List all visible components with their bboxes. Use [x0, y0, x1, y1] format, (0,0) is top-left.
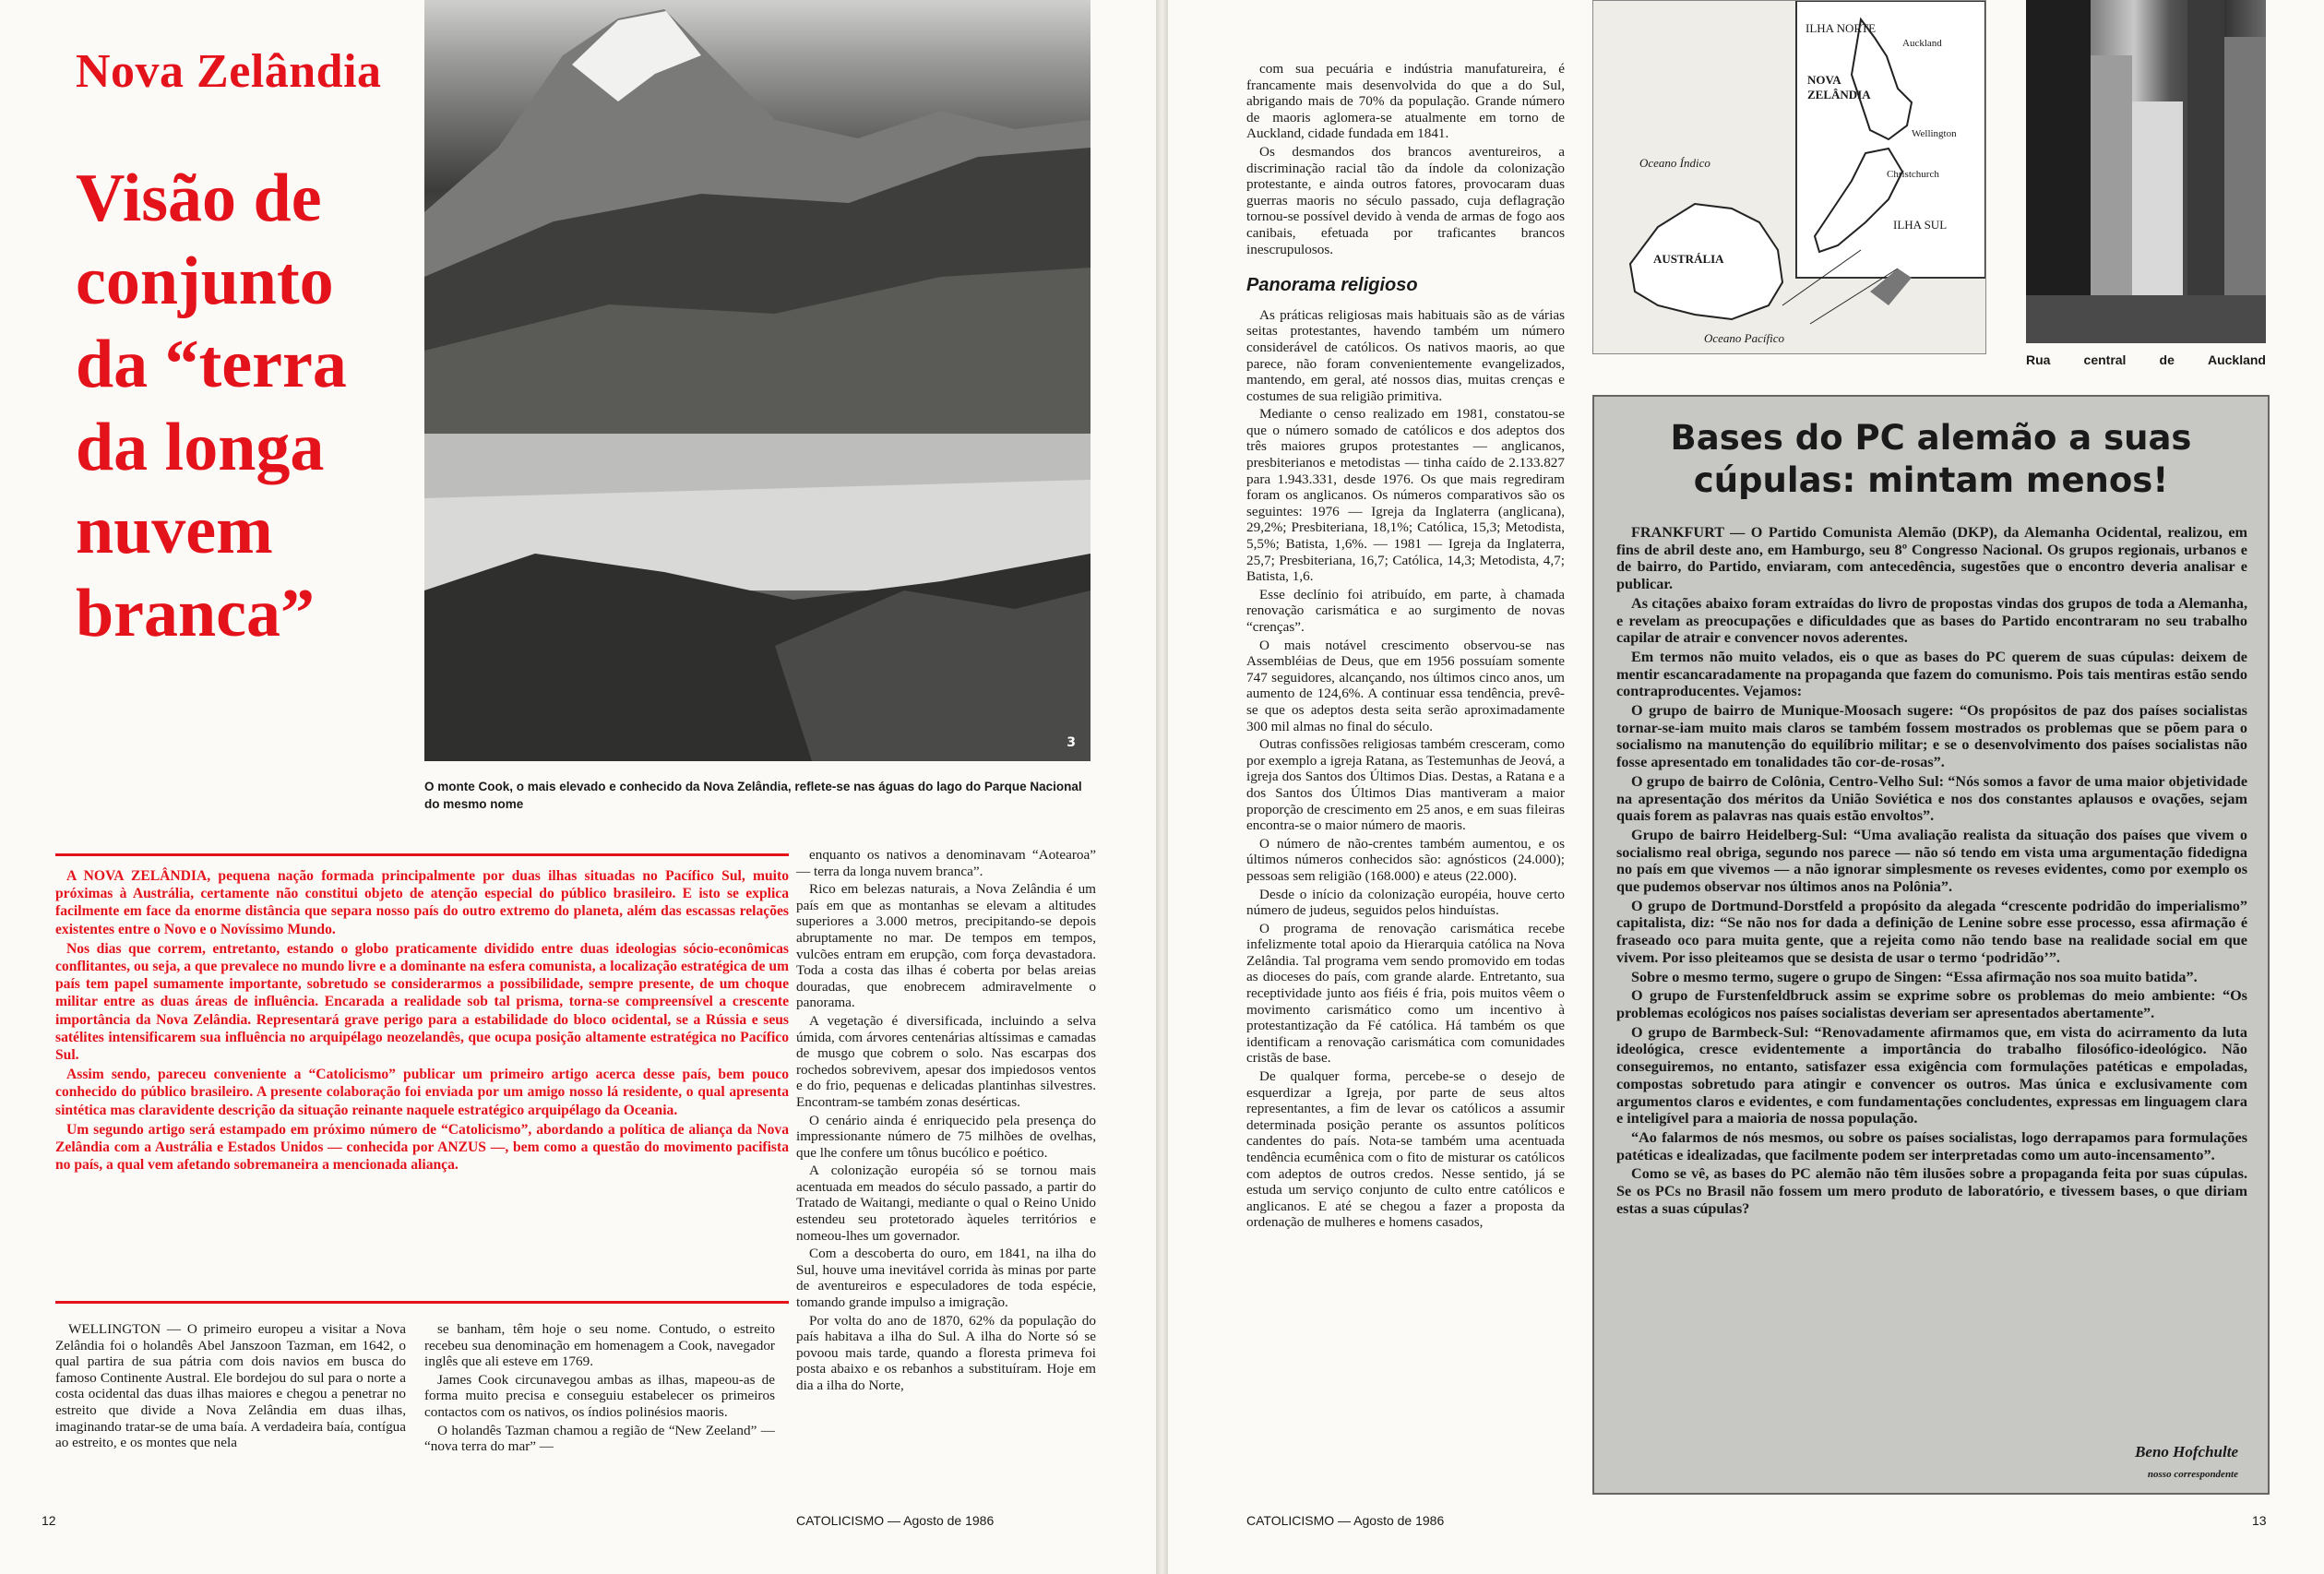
box-paragraph: O grupo de Dortmund-Dorstfeld a propósito da alegada “crescente podridão do imperialismo” capitalista, diz: “Se não nos for dada a definição de Lenine sobre esse processo, essa afirmação é fraseado oco para muita gente, que a rejeita como não tendo base na realidade social em que vivem. Por isso pleiteamos que se desista de usar o termo ‘podridão’”. — [1616, 897, 2247, 966]
body-paragraph: O holandês Tazman chamou a região de “New Zeeland” — “nova terra do mar” — — [424, 1422, 775, 1455]
body-paragraph: James Cook circunavegou ambas as ilhas, mapeou-as de forma muito precisa e conseguiu estabelecer os primeiros contactos com os nativos, os índios polinésios maoris. — [424, 1371, 775, 1420]
body-paragraph: Outras confissões religiosas também cresceram, como por exemplo a igreja Ratana, as Testemunhas de Jeová, a igreja dos Santos dos Últimos Dias. Destas, a Ratana e a dos Santos dos Últimos Dias mantiveram a maior proporção de crescimento em 25 anos, e em suas fileiras encontra-se o maior número de maoris. — [1246, 736, 1565, 834]
intro-rule-top — [55, 853, 789, 856]
city-photo-caption — [2026, 352, 2266, 367]
page-footer: CATOLICISMO — Agosto de 1986 — [1246, 1513, 1445, 1528]
box-paragraph: Sobre o mesmo termo, sugere o grupo de Singen: “Essa afirmação nos soa muito batida”. — [1631, 968, 2198, 985]
intro-paragraph: Um segundo artigo será estampado em próximo número de “Catolicismo”, abordando a política de aliança da Nova Zelândia com a Austrália e Estados Unidos — conhecida por ANZUS —, bem como a questão do movimento pacifista no país, a qual vem afetando sobremaneira a mencionada aliança. — [55, 1121, 789, 1174]
box-paragraph: FRANKFURT — O Partido Comunista Alemão (DKP), da Alemanha Ocidental, realizou, em fins de abril deste ano, em Hamburgo, seu 8º Congresso Nacional. Os grupos regionais, urbanos e de bairro, do Partido, enviaram, com antecedência, sugestões que o encontro deveria analisar e publicar. — [1616, 524, 2247, 593]
box-paragraph: Em termos não muito velados, eis o que as bases do PC querem de suas cúpulas: deixem de mentir escancaradamente na propaganda que fazem do comunismo. Pois tais mentiras estão sendo contraproducentes. Vejamos: — [1616, 648, 2247, 700]
intro-rule-bottom — [55, 1301, 789, 1304]
body-column-1 — [1246, 61, 1565, 1233]
photo-caption: O monte Cook, o mais elevado e conhecido da Nova Zelândia, reflete-se nas águas do lago do Parque Nacional do mesmo nome — [424, 780, 1082, 811]
photo-number: 3 — [1067, 735, 1076, 750]
body-paragraph: De qualquer forma, percebe-se o desejo de esquerdizar a Igreja, por parte de seus altos representantes, a fim de levar os católicos a assumir determinada posição perante os assuntos políticos candentes do país. Nota-se também uma acentuada tendência ecumênica com o fito de misturar os católicos com adeptos de outros credos. Nesse sentido, já se estuda um serviço conjunto de culto entre católicos e anglicanos. E até se chegou a fazer a proposta da ordenação de mulheres e homens casados, — [1246, 1068, 1565, 1231]
mount-cook-photo — [424, 0, 1090, 761]
body-paragraph: enquanto os nativos a denominavam “Aotearoa” — terra da longa nuvem branca”. — [796, 847, 1096, 879]
body-paragraph: se banham, têm hoje o seu nome. Contudo, o estreito recebeu sua denominação em homenagem a Cook, navegador inglês que ali esteve em 1769. — [424, 1321, 775, 1370]
box-paragraph: As citações abaixo foram extraídas do livro de propostas vindas dos grupos de toda a Alemanha, e revelam as preocupações e dificuldades que as bases do Partido encontraram no seu trabalho capilar de atrair e convencer novos aderentes. — [1616, 594, 2247, 647]
body-column-3 — [796, 847, 1096, 1396]
body-paragraph: A vegetação é diversificada, incluindo a selva úmida, com árvores centenárias altíssimas e camadas de musgo que cobrem o solo. Nas escarpas dos rochedos sobrevivem, apesar dos impiedosos ventos e do frio, pequenas e delicadas plantinhas silvestres. Encontram-se também zonas desérticas. — [796, 1012, 1096, 1110]
box-signature: Beno Hofchulte — [2135, 1443, 2238, 1461]
map-label-south: ILHA SUL — [1893, 218, 1948, 232]
box-paragraph: O grupo de bairro de Colônia, Centro-Velho Sul: “Nós somos a favor de uma maior objetividade na apresentação dos méritos da União Soviética e nos dos constantes aplausos e ovações, sejam quais forem as palavras nas quais estão envoltos”. — [1616, 772, 2247, 825]
body-paragraph: O cenário ainda é enriquecido pela presença do impressionante número de 75 milhões de ovelhas, que lhe confere um tônus bucólico e poético. — [796, 1112, 1096, 1161]
page-footer: CATOLICISMO — Agosto de 1986 — [796, 1513, 995, 1528]
caption-word: Auckland — [2207, 352, 2266, 367]
map-label-christchurch: Christchurch — [1887, 169, 1939, 180]
new-zealand-map — [1592, 0, 1986, 354]
body-paragraph: Esse declínio foi atribuído, em parte, à chamada renovação carismática e ao surgimento de novas “crenças”. — [1246, 586, 1565, 635]
right-page — [1168, 0, 2324, 1574]
section-subhead: Panorama religioso — [1246, 275, 1418, 296]
body-paragraph: A colonização européia só se tornou mais acentuada em meados do século passado, a partir do Tratado de Waitangi, mediante o qual o Reino Unido estendeu seu protetorado àqueles territórios e nomeou-lhes um governador. — [796, 1163, 1096, 1244]
body-paragraph: O mais notável crescimento observou-se nas Assembléias de Deus, que em 1956 possuíam somente 747 seguidores, alcançando, nos últimos cinco anos, um aumento de 124,6%. A continuar essa tendência, prevê-se que os adeptos desta seita serão aproximadamente 300 mil almas no final do século. — [1246, 637, 1565, 734]
auckland-street-photo — [2026, 0, 2266, 343]
body-column-1 — [55, 1321, 406, 1453]
body-column-2 — [424, 1321, 775, 1457]
caption-word: central — [2083, 352, 2127, 367]
body-paragraph: O número de não-crentes também aumentou, e os últimos números conhecidos são: agnósticos (24.000); pessoas sem religião (168.000) e ateus (22.000). — [1246, 835, 1565, 884]
intro-paragraph: Assim sendo, pareceu conveniente a “Catolicismo” publicar um primeiro artigo acerca desse país, bem pouco conhecido do público brasileiro. A presente colaboração foi enviada por um amigo nosso lá residente, o qual apresenta sintética mas claravidente descrição da situação reinante naquele estratégico arquipélago da Oceania. — [55, 1067, 789, 1118]
map-label-wellington: Wellington — [1912, 128, 1957, 139]
box-signature-role: nosso correspondente — [2147, 1469, 2238, 1480]
caption-word: de — [2159, 352, 2175, 367]
caption-word: Rua — [2026, 352, 2051, 367]
page-number: 12 — [42, 1513, 56, 1528]
map-label-auckland: Auckland — [1902, 38, 1942, 49]
body-paragraph: Desde o início da colonização européia, houve certo número de judeus, seguidos pelos hinduístas. — [1246, 886, 1565, 919]
body-paragraph: Com a descoberta do ouro, em 1841, na ilha do Sul, houve uma inevitável corrida às minas por parte de aventureiros e especuladores de toda espécie, tomando grande impulso a imigração. — [796, 1246, 1096, 1311]
page-number: 13 — [2252, 1513, 2267, 1528]
body-paragraph: Mediante o censo realizado em 1981, constatou-se que o número somado de católicos e dos adeptos dos três maiores grupos protestantes — anglicanos, presbiterianos e metodistas — tinha caído de 2.133.827 para 1.943.331, desde 1976. Os que mais regrediram foram os anglicanos. Os números comparativos são os seguintes: 1976 — Igreja da Inglaterra (anglicana), 29,2%; Presbiteriana, 18,1%; Católica, 15,3; Metodista, 5,5%; Batista, 1,6%. — 1981 — Igreja da Inglaterra, 25,7; Presbiteriana, 16,7; Católica, 14,3; Metodista, 4,7; Batista, 1,6. — [1246, 406, 1565, 585]
body-paragraph: O programa de renovação carismática recebe infelizmente total apoio da Hierarquia católica na Nova Zelândia. Tal programa vem sendo promovido em todas as dioceses do país, com grande alarde. Entretanto, sua receptividade junto aos fiéis é fria, pois muitos vêem o movimento carismático como um incentivo à protestantização da Fé católica. Há também os que identificam a renovação carismática com comunidades cristãs de base. — [1246, 920, 1565, 1067]
map-label-australia: AUSTRÁLIA — [1653, 252, 1724, 266]
box-text — [1616, 524, 2247, 1219]
box-title: Bases do PC alemão a suas cúpulas: mintam menos! — [1670, 418, 2192, 500]
box-paragraph: O grupo de Barmbeck-Sul: “Renovadamente afirmamos que, em vista do acirramento da luta ideológica, cresce evidentemente a importância do trabalho filosófico-ideológico. Não conseguiremos, no entanto, satisfazer essa exigência com formulações patéticas e empoladas, compostas sobretudo para atingir e convencer os outros. Mas única e exclusivamente com argumentos claros e evidentes, e com fundamentações concludentes, expressas em linguagem clara e inteligível para a maioria de nossa população. — [1616, 1023, 2247, 1127]
box-paragraph: Como se vê, as bases do PC alemão não têm ilusões sobre a propaganda feita por suas cúpulas. Se os PCs no Brasil não fossem um mero produto de laboratório, e tivessem bases, o que diriam estas a suas cúpulas? — [1616, 1165, 2247, 1217]
box-paragraph: “Ao falarmos de nós mesmos, ou sobre os países socialistas, logo derrapamos para formulações patéticas e idealizadas, que facilmente podem ser interpretadas como um auto-incensamento”. — [1616, 1128, 2247, 1163]
box-paragraph: O grupo de bairro de Munique-Moosach sugere: “Os propósitos de paz dos países socialistas tornar-se-iam muito mais claros se também fossem mostrados os problemas que se põem para o socialismo na manutenção do equilíbrio militar; e se o desenvolvimento dos países socialistas não fosse apresentado em tonalidades tão cor-de-rosas”. — [1616, 702, 2247, 771]
map-label-indian-ocean: Oceano Índico — [1639, 156, 1710, 170]
section-kicker: Nova Zelândia — [76, 45, 382, 98]
body-paragraph: Por volta do ano de 1870, 62% da população do país habitava a ilha do Sul. A ilha do Norte só se povoou mais tarde, quando a floresta primeva foi posta abaixo e os rebanhos a substituíram. Hoje em dia a ilha do Norte, — [796, 1312, 1096, 1393]
intro-paragraph: Nos dias que correm, entretanto, estando o globo praticamente dividido entre duas ideologias sócio-econômicas conflitantes, ou seja, a que prevalece no mundo livre e a dominante na esfera comunista, a localização estratégica de um país tem papel sumamente importante, sobretudo se considerarmos a possibilidade, sempre presente, de um choque militar entre as duas áreas de influência. Encarada a realidade sob tal prisma, torna-se compreensível a crescente importância da Nova Zelândia. Representará grave perigo para a estabilidade do bloco ocidental, se a Rússia e seus satélites intensificarem sua influência no arquipélago neozelandês, que ocupa posição altamente estratégica no Pacífico Sul. — [55, 940, 789, 1064]
map-label-pacific-ocean: Oceano Pacífico — [1704, 331, 1784, 345]
left-page — [0, 0, 1156, 1574]
box-paragraph: O grupo de Furstenfeldbruck assim se exprime sobre os problemas do meio ambiente: “Os problemas ecológicos nos países socialistas deveriam ser apresentados abertamente”. — [1616, 987, 2247, 1021]
box-paragraph: Grupo de bairro Heidelberg-Sul: “Uma avaliação realista da situação dos países que vivem o socialismo real obriga, segundo nos parece — não só tendo em vista uma argumentação fidedigna no país em que vivemos — a não ignorar simplesmente os reveses evidentes, como por exemplo os que pudemos observar nos últimos anos na Polônia”. — [1616, 826, 2247, 896]
body-paragraph: WELLINGTON — O primeiro europeu a visitar a Nova Zelândia foi o holandês Abel Janszoon Tazman, em 1642, o qual partira de sua pátria com dois navios em busca do famoso Continente Austral. Ele bordejou do sul para o norte a costa ocidental das duas ilhas maiores e chegou a penetrar no estreito que divide a Nova Zelândia em duas ilhas, imaginando tratar-se de uma baía. A verdadeira baía, contígua ao estreito, e os montes que nela — [55, 1321, 406, 1451]
intro-block — [55, 867, 789, 1175]
body-paragraph: com sua pecuária e indústria manufatureira, é francamente mais desenvolvida do que a do Sul, abrigando mais de 70% da população. Grande número de maoris aglomera-se atualmente em torno de Auckland, cidade fundada em 1841. — [1246, 61, 1565, 142]
body-paragraph: As práticas religiosas mais habituais são as de várias seitas protestantes, havendo também um número considerável de católicos. Os nativos maoris, ao que parece, não foram convenientemente evangelizados, mantendo, em geral, até nossos dias, muitas crenças e costumes de sua religião primitiva. — [1246, 306, 1565, 404]
sidebar-box — [1592, 395, 2270, 1495]
page-gutter — [1156, 0, 1168, 1574]
map-label-north: ILHA NORTE — [1806, 21, 1877, 35]
body-paragraph: Rico em belezas naturais, a Nova Zelândia é um país em que as montanhas se elevam a altitudes superiores a 3.000 metros, precipitando-se depois abruptamente no mar. De tempos em tempos, vulcões entram em erupção, com força devastadora. Toda a costa das ilhas é coberta por belas areias douradas, que enobrecem admiravelmente o panorama. — [796, 881, 1096, 1011]
intro-paragraph: A NOVA ZELÂNDIA, pequena nação formada principalmente por duas ilhas situadas no Pacífico Sul, muito próximas à Austrália, certamente não constitui objeto de atenção especial do público brasileiro. E isto se explica facilmente em face da enorme distância que separa nosso país do outro extremo do planeta, além das escassas relações existentes entre o Novo e o Novíssimo Mundo. — [55, 868, 789, 937]
map-label-country: NOVA ZELÂNDIA — [1807, 73, 1871, 101]
article-headline: Visão de conjunto da “terra da longa nuvem branca” — [76, 161, 347, 651]
body-paragraph: Os desmandos dos brancos aventureiros, a discriminação racial tão da índole da colonização protestante, e ainda outros fatores, provocaram duas guerras maoris no século passado, cuja deflagração tornou-se possível devido à venda de armas de fogo aos canibais, efetuada por traficantes brancos inescrupulosos. — [1246, 143, 1565, 257]
